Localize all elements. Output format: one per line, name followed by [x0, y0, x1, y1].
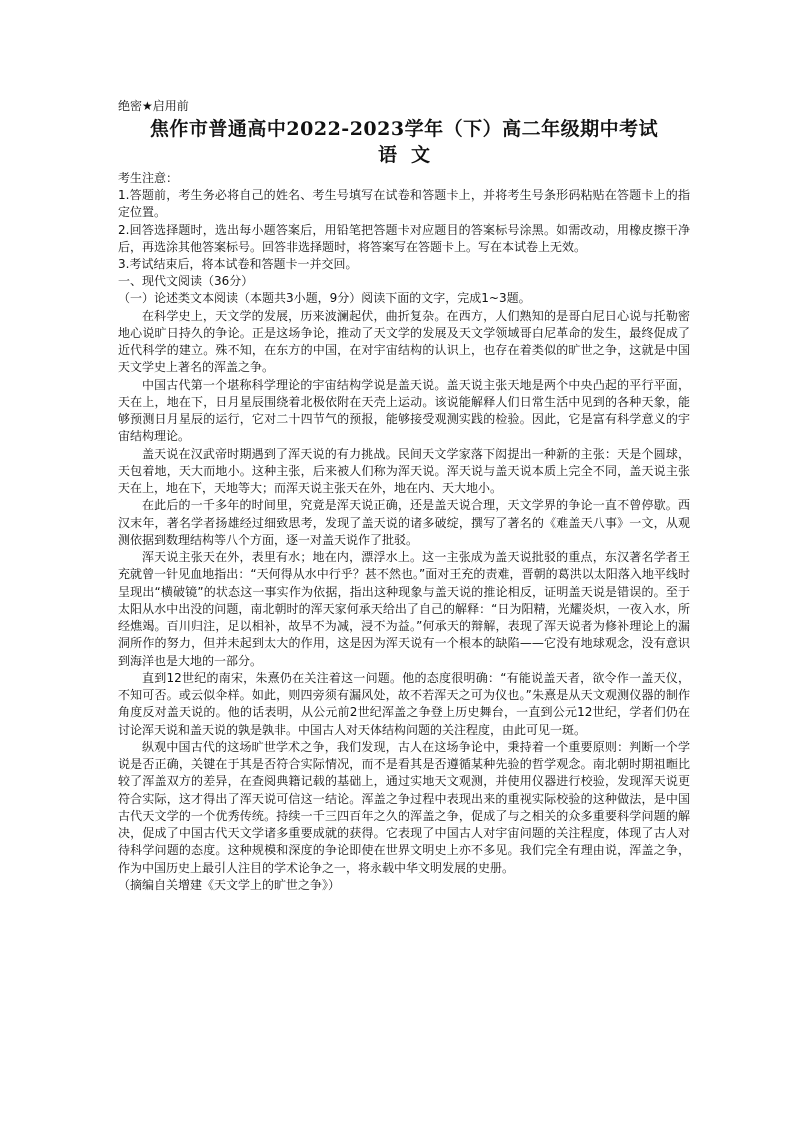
- notice-item-1: 1.答题前，考生务必将自己的姓名、考生号填写在试卷和答题卡上，并将考生号条形码粘贴在答题卡上的指定位置。: [118, 188, 690, 220]
- passage-paragraph-2: 中国古代第一个堪称科学理论的宇宙结构学说是盖天说。盖天说主张天地是两个中央凸起的平行平面，天在上，地在下，日月星辰围绕着北极依附在天壳上运动。该说能解释人们日常生活中见到的各种天象，能够预测日月星辰的运行，它对二十四节气的预报，能够接受观测实践的检验。因此，它是富有科学意义的宇宙结构理论。: [118, 377, 690, 444]
- notice-item-2: 2.回答选择题时，选出每小题答案后，用铅笔把答题卡对应题目的答案标号涂黑。如需改动，用橡皮擦干净后，再选涂其他答案标号。回答非选择题时，将答案写在答题卡上。写在本试卷上无效。: [118, 222, 690, 254]
- passage-source-credit: （摘编自关增建《天文学上的旷世之争》）: [118, 877, 341, 892]
- reading-passage: [118, 308, 690, 894]
- section-heading: 一、现代文阅读（36分）: [118, 274, 254, 289]
- secret-mark: 绝密★启用前: [118, 99, 189, 113]
- exam-title: 焦作市普通高中2022-2023学年（下）高二年级期中考试: [149, 118, 659, 140]
- passage-paragraph-5: 浑天说主张天在外，表里有水；地在内，漂浮水上。这一主张成为盖天说批驳的重点，东汉著名学者王充就曾一针见血地指出：“天何得从水中行乎？甚不然也。”面对王充的责难，晋朝的葛洪以太阳落入地平线时呈现出“横破镜”的状态这一事实作为依据，指出这种现象与盖天说的推论相反，证明盖天说是错误的。至于太阳从水中出没的问题，南北朝时的浑天家何承天给出了自己的解释：“日为阳精，光耀炎炽，一夜入水，所经燋竭。百川归注，足以相补，故旱不为减，浸不为益。”何承天的辩解，表现了浑天说者为修补理论上的漏洞所作的努力，但并未起到太大的作用，这是因为浑天说有一个根本的缺陷——它没有地球观念，没有意识到海洋也是大地的一部分。: [118, 550, 690, 668]
- exam-page: [118, 98, 690, 894]
- passage-paragraph-3: 盖天说在汉武帝时期遇到了浑天说的有力挑战。民间天文学家落下闳提出一种新的主张：天是个圆球，天包着地，天大而地小。这种主张，后来被人们称为浑天说。浑天说与盖天说本质上完全不同，盖天说主张天在上，地在下，天地等大；而浑天说主张天在外，地在内、天大地小。: [118, 446, 690, 496]
- passage-paragraph-7: 纵观中国古代的这场旷世学术之争，我们发现，古人在这场争论中，秉持着一个重要原则：判断一个学说是否正确，关键在于其是否符合实际情况，而不是看其是否遵循某种先验的哲学观念。南北朝时期祖暅比较了浑盖双方的差异，在查阅典籍记载的基础上，通过实地天文观测，并使用仪器进行校验，发现浑天说更符合实际，这才得出了浑天说可信这一结论。浑盖之争过程中表现出来的重视实际校验的这种做法，是中国古代天文学的一个优秀传统。持续一千三四百年之久的浑盖之争，促成了与之相关的众多重要科学问题的解决，促成了中国古代天文学诸多重要成就的获得。它表现了中国古人对宇宙问题的关注程度，体现了古人对待科学问题的态度。这种规模和深度的争论即使在世界文明史上亦不多见。我们完全有理由说，浑盖之争，作为中国历史上最引人注目的学术论争之一，将永载中华文明发展的史册。: [118, 739, 690, 875]
- passage-paragraph-1: 在科学史上，天文学的发展，历来波澜起伏，曲折复杂。在西方，人们熟知的是哥白尼日心说与托勒密地心说旷日持久的争论。正是这场争论，推动了天文学的发展及天文学领域哥白尼革命的发生，最终促成了近代科学的建立。殊不知，在东方的中国，在对宇宙结构的认识上，也存在着类似的旷世之争，这就是中国天文学史上著名的浑盖之争。: [118, 308, 690, 375]
- subject-title: 语文: [377, 144, 444, 166]
- notice-item-3: 3.考试结束后，将本试卷和答题卡一并交回。: [118, 257, 358, 272]
- notice-heading: 考生注意：: [118, 171, 179, 185]
- section-subheading: （一）论述类文本阅读（本题共3小题，9分）阅读下面的文字，完成1~3题。: [118, 291, 531, 306]
- passage-paragraph-4: 在此后的一千多年的时间里，究竟是浑天说正确，还是盖天说合理，天文学界的争论一直不曾停歇。西汉末年，著名学者扬雄经过细致思考，发现了盖天说的诸多破绽，撰写了著名的《难盖天八事》一文，从观测依据到数理结构等八个方面，逐一对盖天说作了批驳。: [118, 498, 690, 547]
- candidate-notice: [118, 170, 690, 273]
- passage-paragraph-6: 直到12世纪的南宋，朱熹仍在关注着这一问题。他的态度很明确：“有能说盖天者，欲令作一盖天仪，不知可否。或云似伞样。如此，则四旁须有漏风处，故不若浑天之可为仪也。”朱熹是从天文观测仪器的制作角度反对盖天说的。他的话表明，从公元前2世纪浑盖之争登上历史舞台，一直到公元12世纪，学者们仍在讨论浑天说和盖天说的孰是孰非。中国古人对天体结构问题的关注程度，由此可见一斑。: [118, 670, 690, 737]
